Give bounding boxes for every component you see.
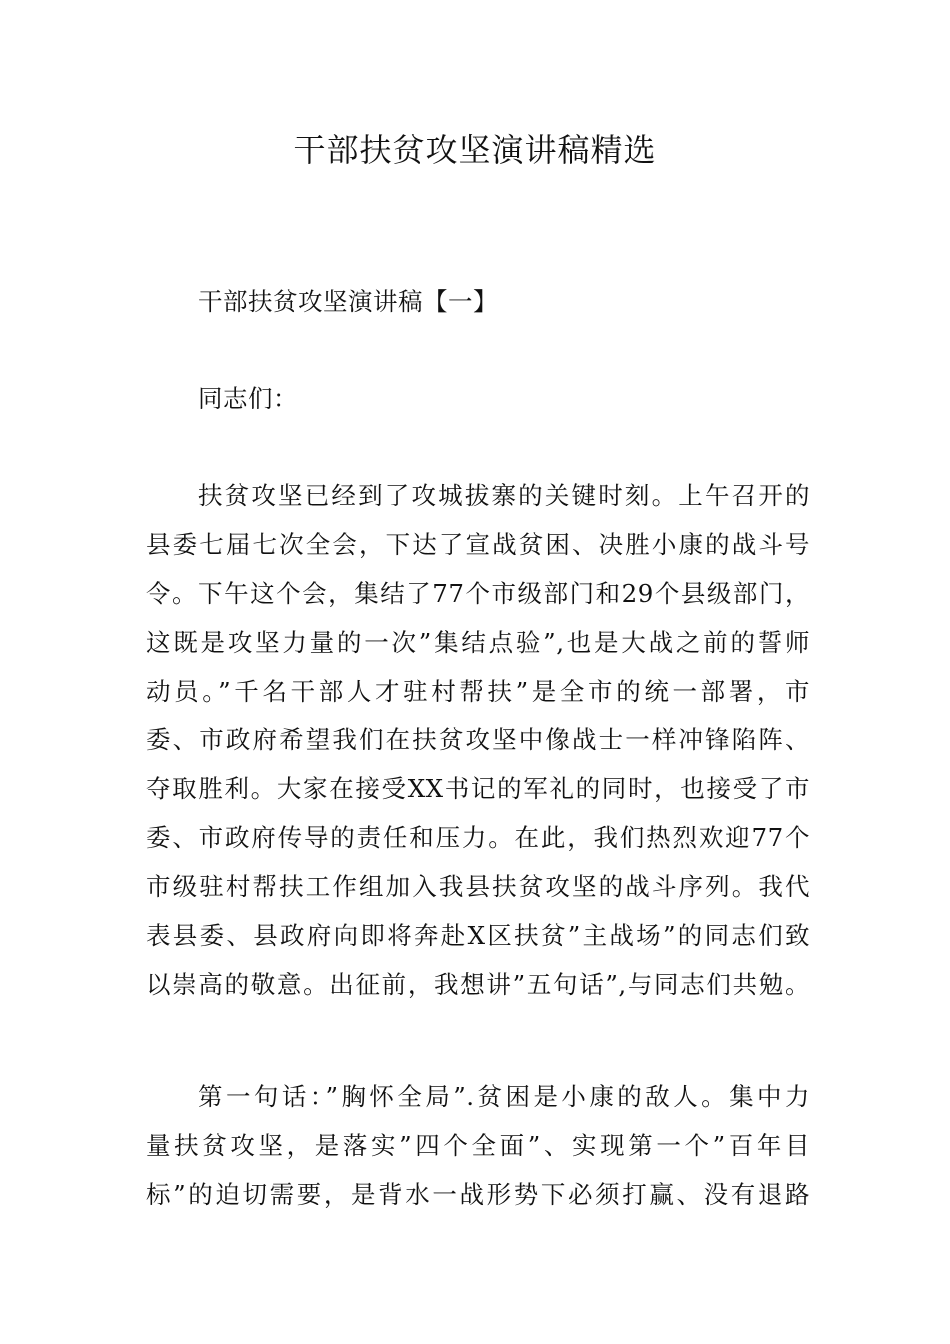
paragraph-line: 县委七届七次全会，下达了宣战贫困、决胜小康的战斗号 bbox=[146, 529, 810, 559]
paragraph-line: 夺取胜利。大家在接受XX书记的军礼的同时，也接受了市 bbox=[146, 774, 810, 804]
paragraph-line: 以崇高的敬意。出征前，我想讲”五句话”,与同志们共勉。 bbox=[146, 969, 810, 999]
paragraph-line: 动员。”千名干部人才驻村帮扶”是全市的统一部署，市 bbox=[146, 676, 810, 706]
section-heading-block bbox=[146, 278, 810, 327]
paragraph-line: 量扶贫攻坚，是落实”四个全面”、实现第一个”百年目 bbox=[146, 1130, 810, 1160]
paragraph-1 bbox=[146, 472, 810, 1010]
paragraph-line: 表县委、县政府向即将奔赴X区扶贫”主战场”的同志们致 bbox=[146, 921, 810, 951]
paragraph-line: 这既是攻坚力量的一次”集结点验”,也是大战之前的誓师 bbox=[146, 627, 810, 657]
salutation-block bbox=[146, 375, 810, 424]
section-heading: 干部扶贫攻坚演讲稿【一】 bbox=[198, 287, 498, 316]
document-title: 干部扶贫攻坚演讲稿精选 bbox=[293, 131, 657, 169]
paragraph-line: 标”的迫切需要，是背水一战形势下必须打赢、没有退路 bbox=[146, 1179, 810, 1209]
paragraph-2 bbox=[146, 1073, 810, 1220]
paragraph-line: 第一句话：”胸怀全局”.贫困是小康的敌人。集中力 bbox=[198, 1082, 810, 1111]
paragraph-line: 扶贫攻坚已经到了攻城拔寨的关键时刻。上午召开的 bbox=[198, 481, 810, 510]
paragraph-line: 委、市政府传导的责任和压力。在此，我们热烈欢迎77个 bbox=[146, 823, 810, 853]
paragraph-line: 令。下午这个会，集结了77个市级部门和29个县级部门， bbox=[146, 578, 810, 608]
salutation: 同志们： bbox=[198, 384, 298, 413]
paragraph-line: 市级驻村帮扶工作组加入我县扶贫攻坚的战斗序列。我代 bbox=[146, 872, 810, 902]
paragraph-line: 委、市政府希望我们在扶贫攻坚中像战士一样冲锋陷阵、 bbox=[146, 725, 810, 755]
